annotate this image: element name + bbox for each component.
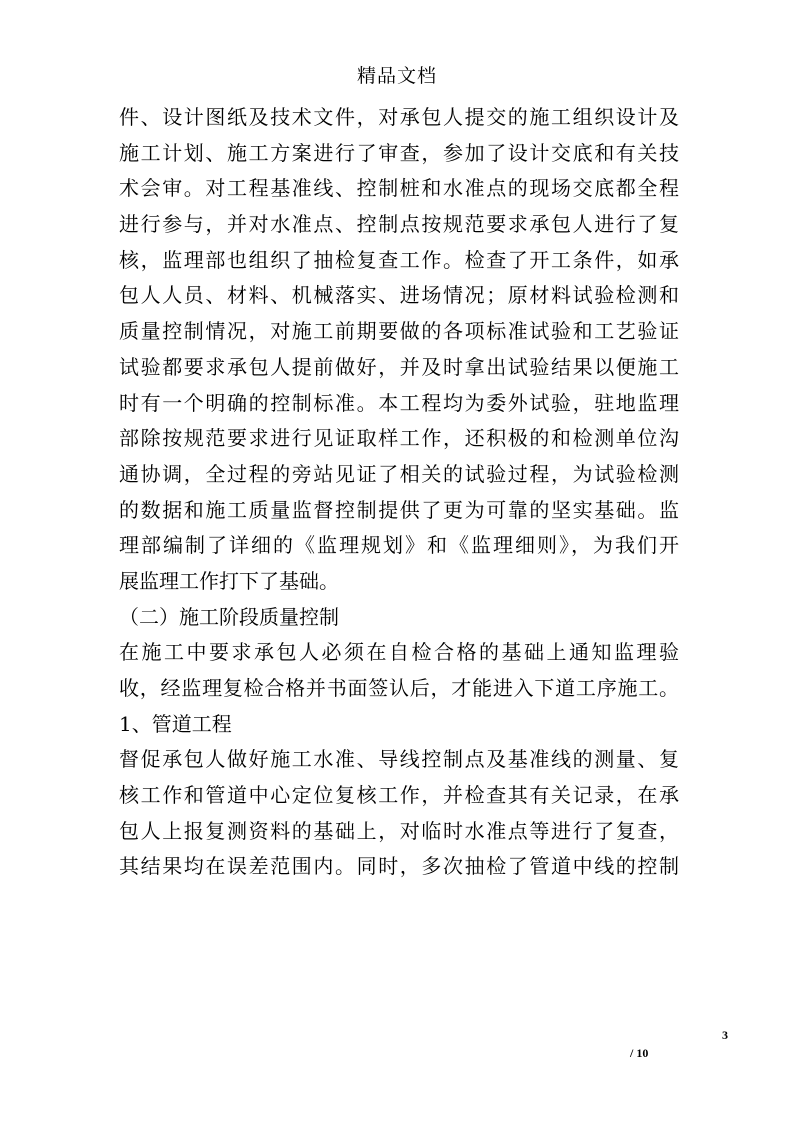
text-line: 件、设计图纸及技术文件，对承包人提交的施工组织设计及 — [119, 105, 679, 129]
text-line: 核工作和管道中心定位复核工作，并检查其有关记录，在承 — [119, 783, 679, 808]
text-line: 试验都要求承包人提前做好，并及时拿出试验结果以便施工 — [119, 354, 679, 379]
text-line: 质量控制情况，对施工前期要做的各项标准试验和工艺验证 — [119, 319, 679, 344]
text-line: 施工计划、施工方案进行了审查，参加了设计交底和有关技 — [119, 140, 679, 165]
text-line: 其结果均在误差范围内。同时，多次抽检了管道中线的控制 — [119, 854, 679, 879]
document-body — [119, 100, 679, 885]
text-line: 理部编制了详细的《监理规划》和《监理细则》，为我们开 — [119, 533, 679, 558]
text-line: 收，经监理复检合格并书面签认后，才能进入下道工序施工。 — [119, 676, 679, 700]
text-line: 展监理工作打下了基础。 — [119, 568, 339, 593]
text-line: 包人上报复测资料的基础上，对临时水准点等进行了复查， — [119, 818, 679, 843]
text-line: 进行参与，并对水准点、控制点按规范要求承包人进行了复 — [119, 212, 679, 237]
page-total: / 10 — [630, 1046, 649, 1060]
text-line: 术会审。对工程基准线、控制桩和水准点的现场交底都全程 — [119, 176, 679, 201]
text-line: 部除按规范要求进行见证取样工作，还积极的和检测单位沟 — [119, 426, 679, 451]
page-header-title: 精品文档 — [356, 65, 437, 87]
text-line: 核，监理部也组织了抽检复查工作。检查了开工条件，如承 — [119, 247, 679, 272]
text-line: 的数据和施工质量监督控制提供了更为可靠的坚实基础。监 — [119, 497, 679, 522]
page-number: 3 — [722, 1028, 728, 1042]
text-line: 时有一个明确的控制标准。本工程均为委外试验，驻地监理 — [119, 390, 679, 415]
text-line: 督促承包人做好施工水准、导线控制点及基准线的测量、复 — [119, 747, 679, 772]
section-heading: （二）施工阶段质量控制 — [119, 604, 339, 629]
subsection-heading: 1、管道工程 — [119, 711, 232, 736]
text-line: 通协调，全过程的旁站见证了相关的试验过程，为试验检测 — [119, 461, 679, 486]
text-line: 在施工中要求承包人必须在自检合格的基础上通知监理验 — [119, 640, 679, 665]
text-line: 包人人员、材料、机械落实、进场情况；原材料试验检测和 — [119, 283, 679, 308]
